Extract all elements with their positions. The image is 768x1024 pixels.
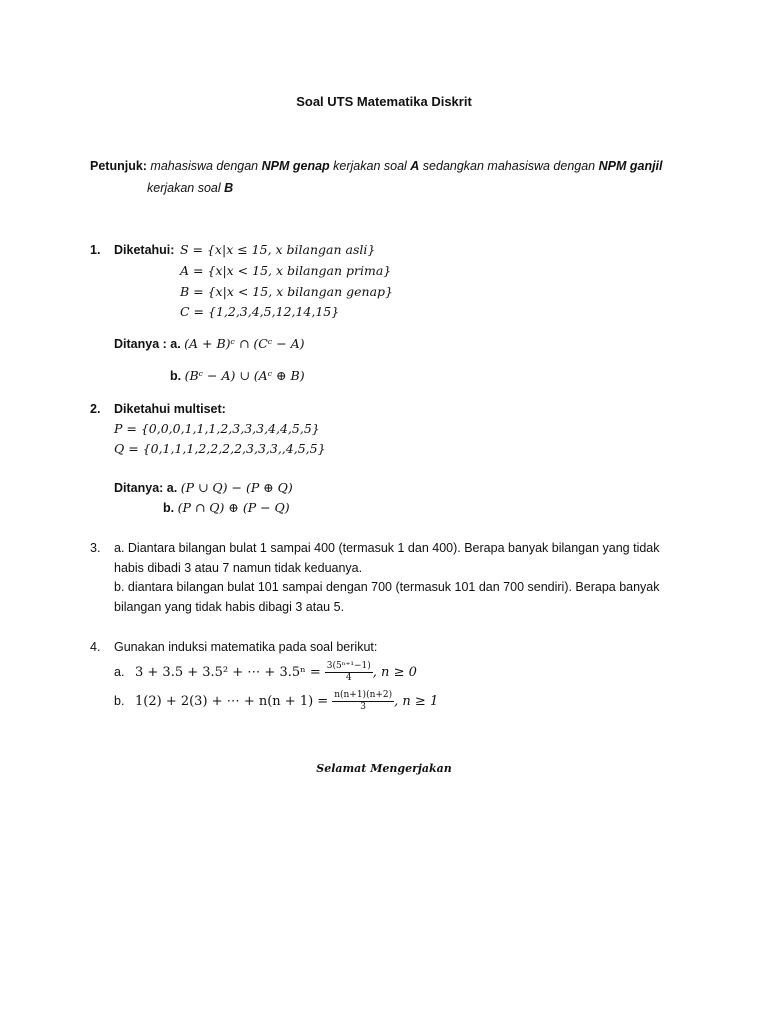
- q1-asked-a: [114, 336, 305, 351]
- q1-set-a: A = {x|x < 15, x bilangan prima}: [180, 263, 392, 278]
- q4-a-fraction: [325, 661, 373, 684]
- q4-b-fraction: [332, 690, 394, 713]
- q4-a-numerator: 3(5ⁿ⁺¹−1): [326, 660, 371, 671]
- q4-a-label: a.: [114, 665, 125, 679]
- closing-text: Selamat Mengerjakan: [316, 762, 452, 775]
- q3-line-2: habis dibadi 3 atau 7 namun tidak keduanya.: [114, 561, 363, 575]
- instructions-line-2: [147, 181, 233, 195]
- instructions-bold-4: B: [224, 181, 234, 195]
- q4-b-condition: , n ≥ 1: [394, 693, 439, 709]
- q1-asked-b: [170, 368, 305, 383]
- q4-b-lhs: 1(2) + 2(3) + ⋯ + n(n + 1) =: [135, 693, 329, 709]
- q2-asked-a: [114, 480, 293, 495]
- instructions-bold-1: NPM genap: [261, 159, 330, 173]
- q3-line-4: bilangan yang tidak habis dibagi 3 atau 5.: [114, 600, 345, 614]
- instructions-text-2: kerjakan soal: [329, 159, 411, 173]
- instructions-label: Petunjuk:: [90, 159, 147, 173]
- q2-asked-b: [163, 500, 290, 515]
- q4-a-lhs: 3 + 3.5 + 3.5² + ⋯ + 3.5ⁿ =: [135, 664, 321, 680]
- q1-number: 1.: [90, 243, 101, 257]
- instructions-bold-3: NPM ganjil: [598, 159, 663, 173]
- q4-a-condition: , n ≥ 0: [372, 664, 417, 680]
- q3-line-3: b. diantara bilangan bulat 101 sampai dengan 700 (termasuk 101 dan 700 sendiri). Berapa banyak: [114, 580, 660, 594]
- instructions-text-1: mahasiswa dengan: [146, 159, 262, 173]
- q2-set-p: P = {0,0,0,1,1,1,2,3,3,3,4,4,5,5}: [114, 421, 320, 436]
- q1-asked-label-a: Ditanya : a.: [114, 337, 181, 351]
- q4-a-denominator: 4: [345, 672, 352, 683]
- q2-label: Diketahui multiset:: [114, 402, 226, 416]
- q4-b-denominator: 3: [360, 701, 367, 712]
- q2-asked-label-a: Ditanya: a.: [114, 481, 178, 495]
- q4-b-label: b.: [114, 694, 125, 708]
- q1-label: Diketahui:: [114, 243, 175, 257]
- instructions-line-1: [90, 159, 663, 173]
- q2-asked-label-b: b.: [163, 501, 175, 515]
- q4-label: Gunakan induksi matematika pada soal berikut:: [114, 640, 378, 654]
- instructions-text-3: sedangkan mahasiswa dengan: [419, 159, 599, 173]
- q1-asked-b-expr: (Bᶜ − A) ∪ (Aᶜ ⊕ B): [184, 368, 305, 383]
- q1-set-c: C = {1,2,3,4,5,12,14,15}: [180, 304, 340, 319]
- q2-asked-b-expr: (P ∩ Q) ⊕ (P − Q): [177, 500, 290, 515]
- q2-asked-a-expr: (P ∪ Q) − (P ⊕ Q): [180, 480, 293, 495]
- instructions-text-4: kerjakan soal: [147, 181, 225, 195]
- q3-number: 3.: [90, 541, 101, 555]
- page-title: Soal UTS Matematika Diskrit: [296, 94, 472, 109]
- q3-line-1: a. Diantara bilangan bulat 1 sampai 400 (termasuk 1 dan 400). Berapa banyak bilangan yang tidak: [114, 541, 660, 555]
- q4-b-equation: [135, 686, 438, 716]
- q1-asked-a-expr: (A + B)ᶜ ∩ (Cᶜ − A): [184, 336, 305, 351]
- q2-number: 2.: [90, 402, 101, 416]
- q1-asked-label-b: b.: [170, 369, 182, 383]
- q4-a-equation: [135, 657, 417, 687]
- q1-set-b: B = {x|x < 15, x bilangan genap}: [180, 284, 394, 299]
- q2-set-q: Q = {0,1,1,1,2,2,2,2,3,3,3,,4,5,5}: [114, 441, 326, 456]
- instructions-bold-2: A: [410, 159, 420, 173]
- q4-number: 4.: [90, 640, 101, 654]
- q1-set-s: S = {x|x ≤ 15, x bilangan asli}: [180, 242, 376, 257]
- q4-b-numerator: n(n+1)(n+2): [334, 689, 393, 700]
